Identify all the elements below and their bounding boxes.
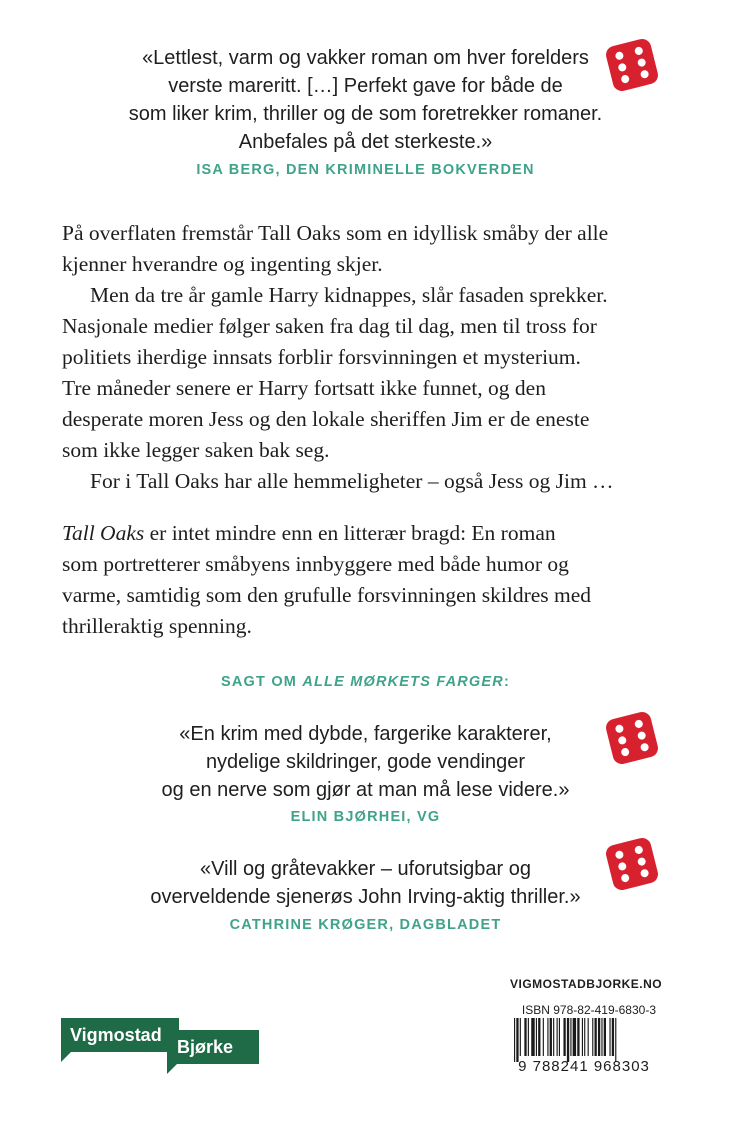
quote-2-line: og en nerve som gjør at man må lese videre.» (161, 779, 570, 801)
barcode-bar (612, 1018, 614, 1056)
description-line: varme, samtidig som den grufulle forsvinningen skildres med (62, 583, 592, 607)
barcode-bar (528, 1018, 529, 1056)
barcode-bar (553, 1018, 554, 1056)
barcode-digits: 9 788241 968303 (518, 1058, 650, 1075)
description-line: Tre måneder senere er Harry fortsatt ikke funnet, og den (62, 376, 546, 400)
barcode-bar (516, 1018, 518, 1062)
die-six-icon (603, 709, 661, 767)
barcode-bar (531, 1018, 534, 1056)
barcode-bar (592, 1018, 593, 1056)
barcode-bar (582, 1018, 583, 1056)
barcode-bar (604, 1018, 606, 1056)
barcode-bar (536, 1018, 537, 1056)
description-line: thrilleraktig spenning. (62, 614, 252, 638)
barcode-bar (567, 1018, 569, 1062)
quote-2-line: nydelige skildringer, gode vendinger (205, 751, 526, 773)
barcode-bar (598, 1018, 600, 1056)
sagt-om-heading (0, 674, 731, 690)
publisher-website: VIGMOSTADBJORKE.NO (510, 977, 663, 991)
barcode-bar (584, 1018, 585, 1056)
quote-1-line: verste mareritt. […] Perfekt gave for både de (168, 75, 563, 97)
barcode-bar (570, 1018, 571, 1056)
logo-word-vigmostad: Vigmostad (70, 1025, 162, 1045)
barcode-bar (573, 1018, 576, 1056)
description-line: Men da tre år gamle Harry kidnappes, slår fasaden sprekker. (90, 283, 608, 307)
quote-1-line: «Lettlest, varm og vakker roman om hver forelders (142, 47, 589, 69)
die-six-icon (603, 835, 661, 893)
barcode-bar (520, 1018, 521, 1056)
quote-3-attribution: CATHRINE KRØGER, DAGBLADET (229, 917, 502, 933)
description-line (62, 518, 702, 549)
description (62, 218, 702, 497)
description-line: kjenner hverandre og ingenting skjer. (62, 252, 383, 276)
barcode-bar (588, 1018, 589, 1056)
barcode-bar (595, 1018, 597, 1056)
barcode-bar (557, 1018, 558, 1056)
sagt-om-suffix: : (503, 674, 510, 690)
logo-word-bjorke: Bjørke (177, 1037, 234, 1057)
quote-1-line: som liker krim, thriller og de som foretrekker romaner. (128, 103, 603, 125)
barcode-bar (538, 1018, 540, 1056)
barcode-bar (524, 1018, 526, 1056)
barcode-bar (615, 1018, 616, 1062)
barcode-bar (563, 1018, 565, 1056)
description-summary (62, 518, 702, 642)
description-text: er intet mindre enn en litterær bragd: En roman (144, 521, 556, 545)
description-line: som portretterer småbyens innbyggere med både humor og (62, 552, 569, 576)
quote-2-line: «En krim med dybde, fargerike karakterer, (179, 723, 552, 745)
description-line: som ikke legger saken bak seg. (62, 438, 330, 462)
description-line: For i Tall Oaks har alle hemmeligheter – også Jess og Jim … (90, 469, 614, 493)
sagt-om-title: ALLE MØRKETS FARGER (302, 674, 504, 690)
description-line: På overflaten fremstår Tall Oaks som en idyllisk småby der alle (62, 221, 609, 245)
description-line: politiets iherdige innsats forblir forsvinningen et mysterium. (62, 345, 581, 369)
barcode-bar (577, 1018, 579, 1056)
barcode-bar (543, 1018, 544, 1056)
die-six-icon (603, 36, 661, 94)
barcode-bar (559, 1018, 560, 1056)
book-title: Tall Oaks (62, 521, 145, 545)
quote-3-line: overveldende sjenerøs John Irving-aktig thriller.» (150, 886, 581, 908)
quote-1-attribution: ISA BERG, DEN KRIMINELLE BOKVERDEN (196, 162, 535, 178)
barcode-bar (547, 1018, 548, 1056)
isbn-number: ISBN 978-82-419-6830-3 (521, 1003, 656, 1017)
sagt-om-prefix: SAGT OM (221, 674, 303, 690)
barcode-bar (601, 1018, 602, 1056)
barcode-bar (550, 1018, 552, 1056)
quote-1-line: Anbefales på det sterkeste.» (238, 131, 493, 153)
quote-3-line: «Vill og gråtevakker – uforutsigbar og (200, 858, 531, 880)
quote-2-attribution: ELIN BJØRHEI, VG (290, 809, 441, 825)
barcode-bars (508, 1018, 660, 1062)
description-line: Nasjonale medier følger saken fra dag til dag, men til tross for (62, 314, 597, 338)
barcode-bar (514, 1018, 515, 1062)
description-line: desperate moren Jess og den lokale sheriffen Jim er de eneste (62, 407, 590, 431)
publisher-logo (61, 1018, 261, 1074)
barcode-bar (609, 1018, 610, 1056)
barcode (508, 1018, 660, 1078)
